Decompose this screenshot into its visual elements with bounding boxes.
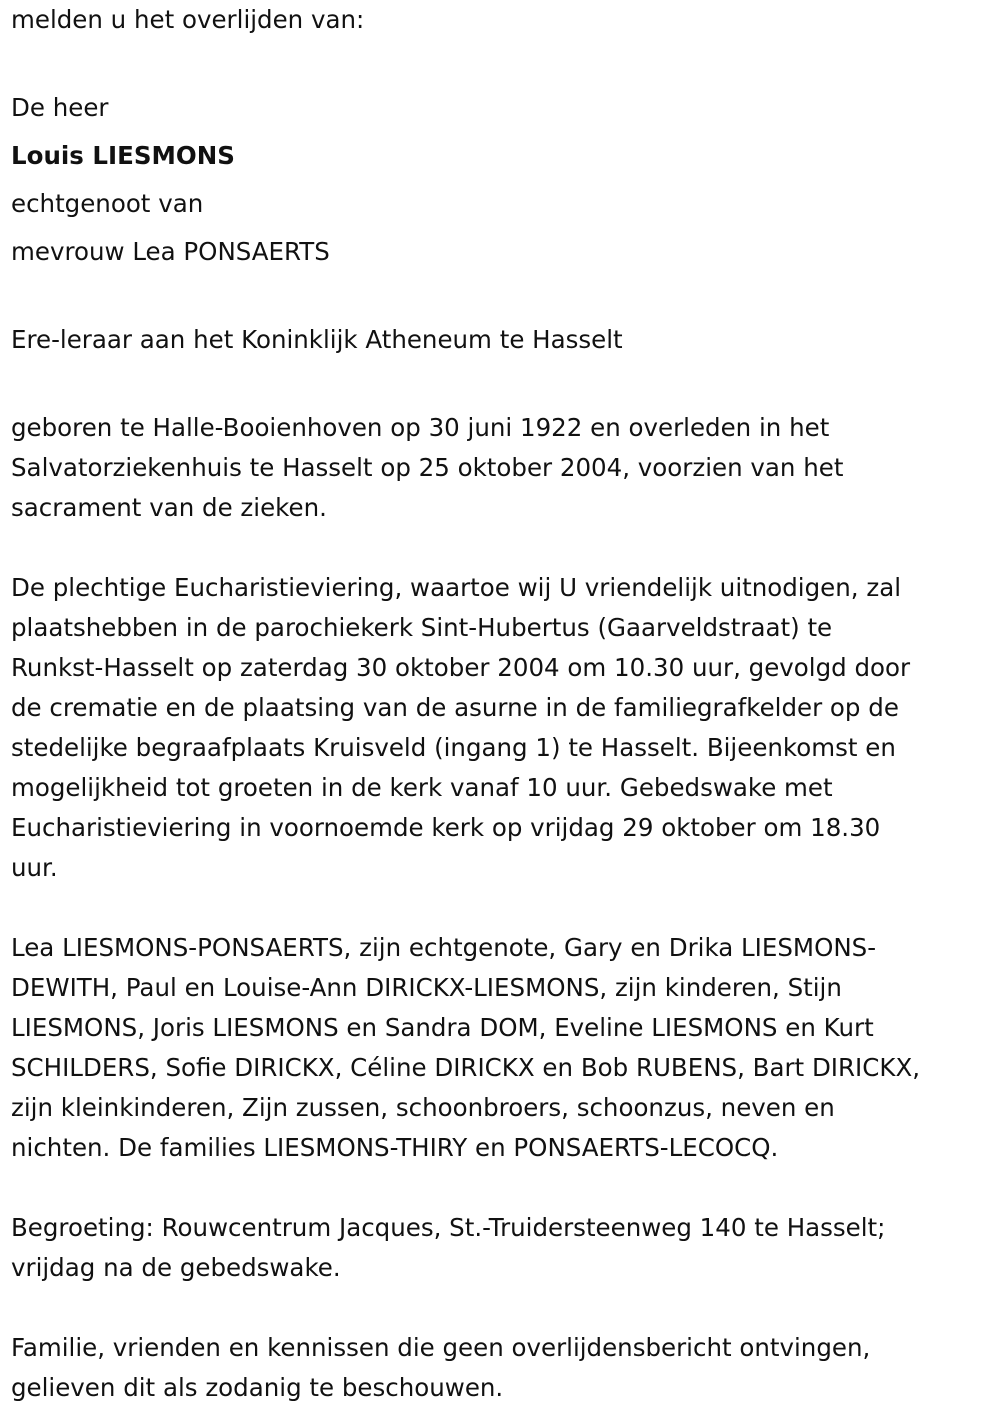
honorary-title: Ere-leraar aan het Koninklijk Atheneum te Hasselt	[11, 325, 623, 354]
paragraph-line: uur.	[11, 853, 58, 882]
paragraph-line: LIESMONS, Joris LIESMONS en Sandra DOM, Eveline LIESMONS en Kurt	[11, 1013, 874, 1042]
paragraph-line: gelieven dit als zodanig te beschouwen.	[11, 1373, 504, 1402]
paragraph-line: zijn kleinkinderen, Zijn zussen, schoonbroers, schoonzus, neven en	[11, 1093, 835, 1122]
closing-paragraph	[11, 1328, 991, 1408]
paragraph-line: stedelijke begraafplaats Kruisveld (ingang 1) te Hasselt. Bijeenkomst en	[11, 733, 896, 762]
paragraph-line: SCHILDERS, Sofie DIRICKX, Céline DIRICKX en Bob RUBENS, Bart DIRICKX,	[11, 1053, 921, 1082]
deceased-name: Louis LIESMONS	[11, 141, 235, 170]
paragraph-line: nichten. De families LIESMONS-THIRY en PONSAERTS-LECOCQ.	[11, 1133, 779, 1162]
family-paragraph	[11, 928, 991, 1168]
paragraph-line: de crematie en de plaatsing van de asurne in de familiegrafkelder op de	[11, 693, 899, 722]
paragraph-line: Lea LIESMONS-PONSAERTS, zijn echtgenote, Gary en Drika LIESMONS-	[11, 933, 877, 962]
greeting-paragraph	[11, 1208, 991, 1288]
spouse-prefix: echtgenoot van	[11, 189, 204, 218]
paragraph-line: vrijdag na de gebedswake.	[11, 1253, 341, 1282]
paragraph-line: Familie, vrienden en kennissen die geen overlijdensbericht ontvingen,	[11, 1333, 871, 1362]
paragraph-line: Runkst-Hasselt op zaterdag 30 oktober 2004 om 10.30 uur, gevolgd door	[11, 653, 911, 682]
paragraph-line: De plechtige Eucharistieviering, waartoe wij U vriendelijk uitnodigen, zal	[11, 573, 902, 602]
ceremony-paragraph	[11, 568, 991, 888]
salutation: De heer	[11, 93, 109, 122]
paragraph-line: DEWITH, Paul en Louise-Ann DIRICKX-LIESMONS, zijn kinderen, Stijn	[11, 973, 842, 1002]
paragraph-line: Salvatorziekenhuis te Hasselt op 25 oktober 2004, voorzien van het	[11, 453, 844, 482]
paragraph-line: geboren te Halle-Booienhoven op 30 juni 1922 en overleden in het	[11, 413, 830, 442]
birth-death-paragraph	[11, 408, 991, 528]
paragraph-line: Begroeting: Rouwcentrum Jacques, St.-Truidersteenweg 140 te Hasselt;	[11, 1213, 886, 1242]
paragraph-line: Eucharistieviering in voornoemde kerk op vrijdag 29 oktober om 18.30	[11, 813, 881, 842]
intro-line: melden u het overlijden van:	[11, 5, 365, 34]
paragraph-line: sacrament van de zieken.	[11, 493, 327, 522]
paragraph-line: mogelijkheid tot groeten in de kerk vanaf 10 uur. Gebedswake met	[11, 773, 833, 802]
spouse-name: mevrouw Lea PONSAERTS	[11, 237, 330, 266]
death-notice	[11, 0, 991, 1408]
paragraph-line: plaatshebben in de parochiekerk Sint-Hubertus (Gaarveldstraat) te	[11, 613, 833, 642]
